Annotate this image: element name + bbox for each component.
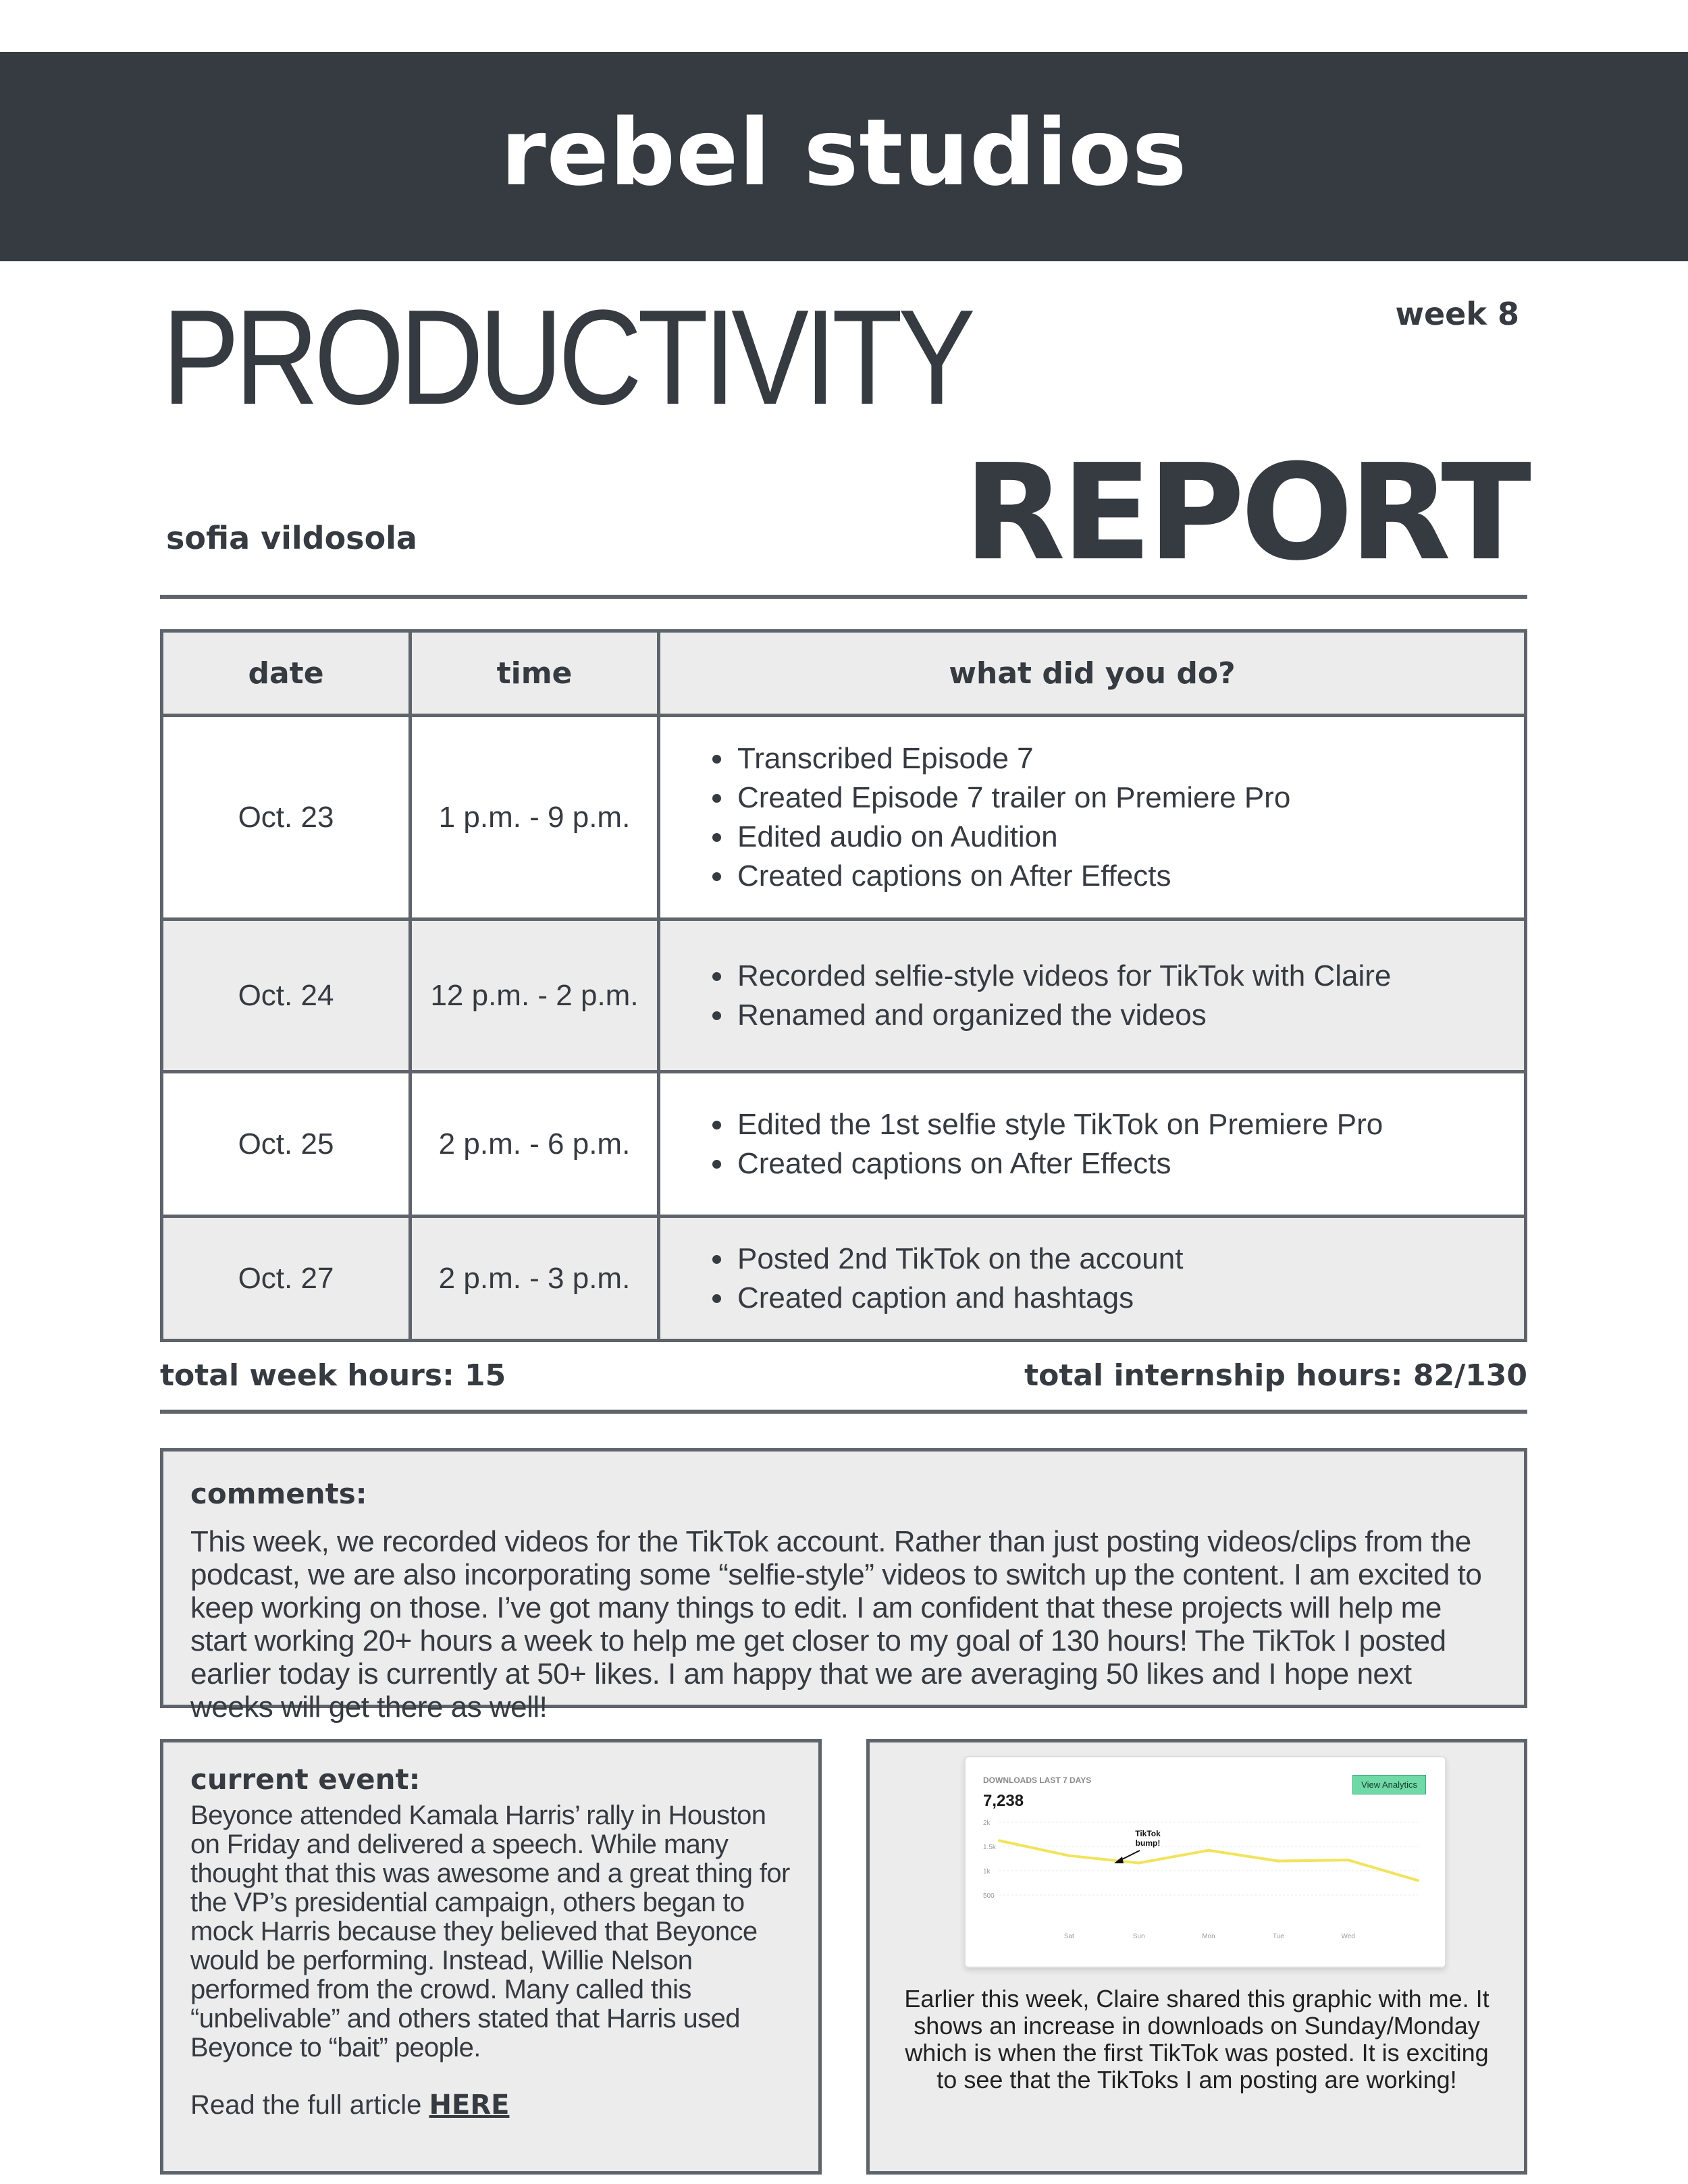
- chart-title: DOWNLOADS LAST 7 DAYS: [983, 1776, 1092, 1785]
- row-tasks: [659, 1217, 1526, 1341]
- read-more-prefix: Read the full article: [190, 2090, 429, 2120]
- row-date: Oct. 24: [162, 920, 411, 1072]
- header-banner: [0, 52, 1688, 261]
- task-item: • Recorded selfie-style videos for TikTok with Claire: [735, 957, 1523, 996]
- article-link[interactable]: HERE: [429, 2089, 510, 2121]
- divider-top: [160, 595, 1527, 599]
- brand-title: rebel studios: [500, 100, 1188, 207]
- author-name: sofia vildosola: [166, 520, 417, 556]
- column-header-tasks: what did you do?: [659, 631, 1526, 716]
- row-date: Oct. 27: [162, 1217, 411, 1341]
- row-tasks: [659, 1072, 1526, 1217]
- current-event-text: Beyonce attended Kamala Harris’ rally in Houston on Friday and delivered a speech. While many thought that this was awesome and a great thing for the VP’s presidential campaign, others began to mock Harris because they believed that Beyonce would be performing. Instead, Willie Nelson performed from the crowd. Many called this “unbelivable” and others stated that Harris used Beyonce to “bait” people.: [190, 1801, 790, 2062]
- row-time: 1 p.m. - 9 p.m.: [411, 716, 659, 920]
- data-point: [1277, 1860, 1280, 1863]
- column-header-time: time: [411, 631, 659, 716]
- read-more-line: [190, 2089, 791, 2121]
- current-event-heading: current event:: [190, 1763, 421, 1796]
- y-tick-label: 1.5k: [983, 1844, 996, 1851]
- task-item: • Edited audio on Audition: [735, 818, 1523, 857]
- x-tick-label: Sat: [1063, 1933, 1074, 1940]
- x-tick-label: Tue: [1272, 1933, 1284, 1940]
- row-time: 12 p.m. - 2 p.m.: [411, 920, 659, 1072]
- report-title-line1: PRODUCTIVITY: [162, 282, 971, 433]
- task-item: • Edited the 1st selfie style TikTok on Premiere Pro: [735, 1105, 1523, 1144]
- y-tick-label: 1k: [983, 1868, 991, 1875]
- table-row: [162, 920, 1526, 1072]
- activity-table: [160, 629, 1527, 1342]
- row-date: Oct. 25: [162, 1072, 411, 1217]
- x-tick-label: Wed: [1341, 1933, 1355, 1940]
- annotation-label-2: bump!: [1135, 1838, 1161, 1848]
- data-point: [1207, 1849, 1210, 1852]
- row-date: Oct. 23: [162, 716, 411, 920]
- data-point: [1417, 1879, 1419, 1882]
- table-header-row: [162, 631, 1526, 716]
- analytics-card: [964, 1756, 1446, 1968]
- task-item: • Created captions on After Effects: [735, 1144, 1523, 1183]
- y-tick-label: 500: [983, 1892, 995, 1900]
- report-title-line2: REPORT: [964, 436, 1527, 590]
- annotation-label-1: TikTok: [1135, 1829, 1161, 1838]
- task-item: • Created caption and hashtags: [735, 1279, 1523, 1318]
- y-tick-label: 2k: [983, 1819, 991, 1827]
- table-row: [162, 1072, 1526, 1217]
- week-label: week 8: [1395, 296, 1519, 332]
- column-header-date: date: [162, 631, 411, 716]
- total-internship-hours: total internship hours: 82/130: [1024, 1358, 1527, 1393]
- analytics-box: [866, 1739, 1527, 2175]
- task-item: • Renamed and organized the videos: [735, 996, 1523, 1035]
- x-tick-label: Mon: [1202, 1933, 1215, 1940]
- task-item: • Posted 2nd TikTok on the account: [735, 1240, 1523, 1279]
- analytics-caption: Earlier this week, Claire shared this graphic with me. It shows an increase in downloads on Sunday/Monday which is when the first TikTok was posted. It is exciting to see that the TikToks I am posting are working!: [904, 1985, 1489, 2094]
- data-point: [1347, 1859, 1350, 1861]
- task-item: • Created captions on After Effects: [735, 857, 1523, 896]
- comments-box: [160, 1448, 1527, 1724]
- chart-total: 7,238: [983, 1792, 1024, 1810]
- table-row: [162, 1217, 1526, 1341]
- data-point: [998, 1839, 1001, 1842]
- table-row: [162, 716, 1526, 920]
- row-time: 2 p.m. - 3 p.m.: [411, 1217, 659, 1341]
- row-time: 2 p.m. - 6 p.m.: [411, 1072, 659, 1217]
- current-event-box: [160, 1739, 822, 2175]
- data-point: [1067, 1855, 1070, 1857]
- row-tasks: [659, 920, 1526, 1072]
- comments-heading: comments:: [190, 1477, 367, 1510]
- divider-bottom: [160, 1410, 1527, 1414]
- task-item: • Transcribed Episode 7: [735, 739, 1523, 778]
- total-week-hours: total week hours: 15: [160, 1358, 506, 1393]
- x-tick-label: Sun: [1132, 1933, 1145, 1940]
- data-point: [1138, 1861, 1140, 1864]
- task-item: • Created Episode 7 trailer on Premiere Pro: [735, 778, 1523, 818]
- view-analytics-button[interactable]: View Analytics: [1352, 1775, 1426, 1794]
- row-tasks: [659, 716, 1526, 920]
- comments-text: This week, we recorded videos for the TikTok account. Rather than just posting videos/clips from the podcast, we are also incorporating some “selfie-style” videos to switch up the content. I am excited to keep working on those. I’ve got many things to edit. I am confident that these projects will help me start working 20+ hours a week to help me get closer to my goal of 130 hours! The TikTok I posted earlier today is currently at 50+ likes. I am happy that we are averaging 50 likes and I hope next weeks will get there as well!: [190, 1525, 1482, 1724]
